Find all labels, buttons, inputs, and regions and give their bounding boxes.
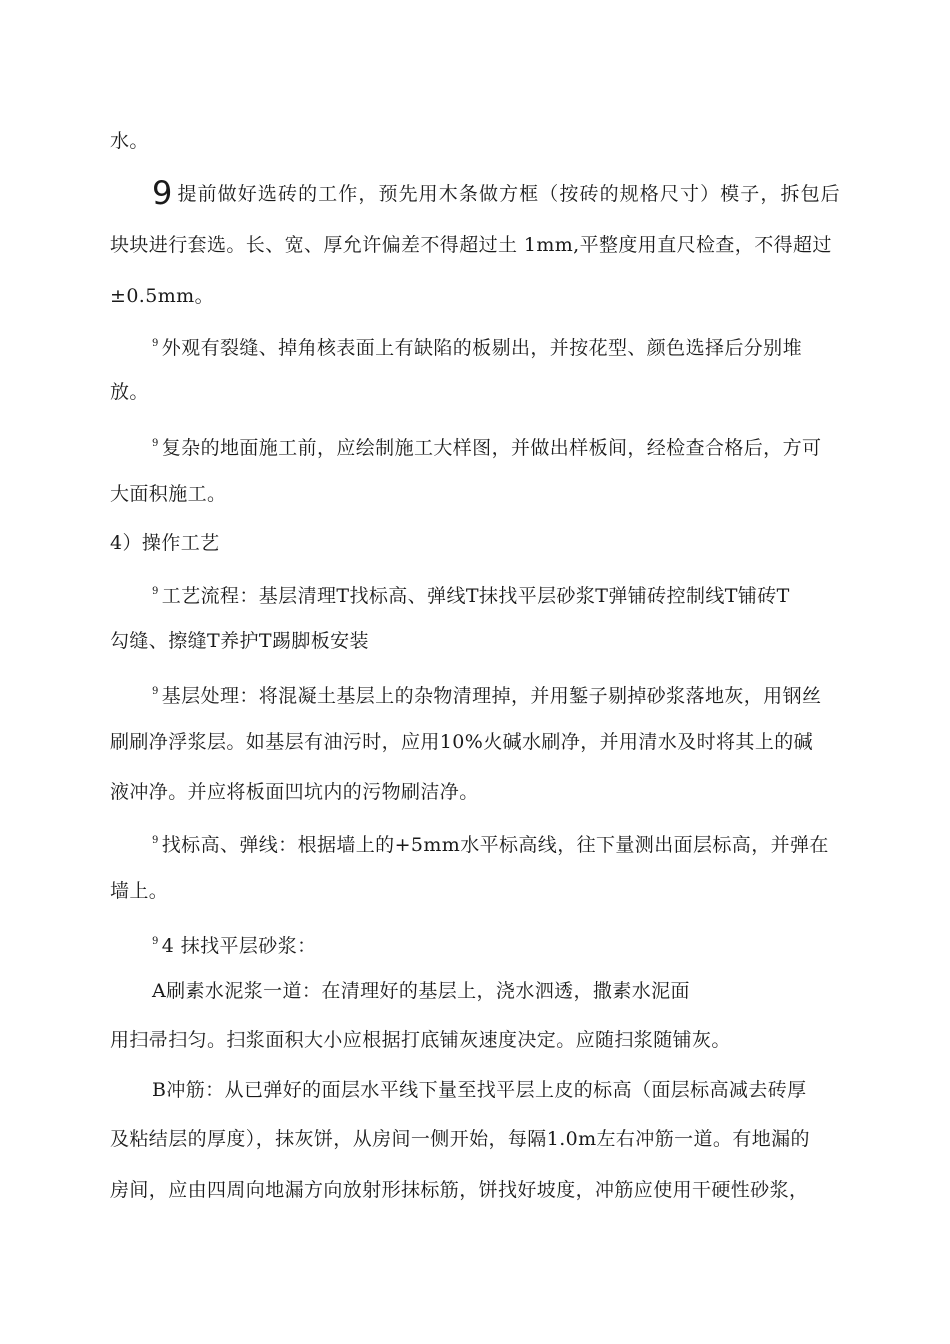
paragraph-line: $^9$ 工艺流程：基层清理T找标高、弹线T抹找平层砂浆T弹铺砖控制线T铺砖T <box>152 585 790 607</box>
bullet-marker: 9 <box>152 936 159 947</box>
paragraph-line: $^9$ 找标高、弹线：根据墙上的+5mm水平标高线，往下量测出面层标高，并弹在 <box>152 834 829 856</box>
paragraph-line: $^9$ 外观有裂缝、掉角核表面上有缺陷的板剔出，并按花型、颜色选择后分别堆 <box>152 337 802 359</box>
paragraph-line: B冲筋：从已弹好的面层水平线下量至找平层上皮的标高（面层标高减去砖厚 <box>152 1079 807 1101</box>
paragraph-line: 块块进行套选。长、宽、厚允许偏差不得超过土 1mm,平整度用直尺检查，不得超过 <box>110 234 832 256</box>
paragraph-line: $^9$ 复杂的地面施工前，应绘制施工大样图，并做出样板间，经检查合格后，方可 <box>152 437 822 459</box>
paragraph-line: 及粘结层的厚度），抹灰饼，从房间一侧开始，每隔1.0m左右冲筋一道。有地漏的 <box>110 1128 810 1150</box>
bullet-marker: 9 <box>152 586 159 597</box>
item-number: 9 <box>152 174 174 212</box>
paragraph-line: A刷素水泥浆一道：在清理好的基层上，浇水泗透，撒素水泥面 <box>152 980 690 1002</box>
paragraph-line: 用扫帚扫匀。扫浆面积大小应根据打底铺灰速度决定。应随扫浆随铺灰。 <box>110 1029 731 1051</box>
paragraph-line: ±0.5mm。 <box>110 285 214 307</box>
paragraph-line: 房间，应由四周向地漏方向放射形抹标筋，饼找好坡度，冲筋应使用干硬性砂浆， <box>110 1179 809 1201</box>
paragraph-line: 刷刷净浮浆层。如基层有油污时，应用10%火碱水刷净，并用清水及时将其上的碱 <box>110 731 814 753</box>
section-heading: 4）操作工艺 <box>110 532 220 554</box>
bullet-marker: 9 <box>152 835 159 846</box>
paragraph-line: 水。 <box>110 130 149 152</box>
paragraph-line: 墙上。 <box>110 880 169 902</box>
paragraph-line: 液冲净。并应将板面凹坑内的污物刷洁净。 <box>110 781 479 803</box>
bullet-marker: 9 <box>152 438 159 449</box>
paragraph-line: 大面积施工。 <box>110 483 227 505</box>
bullet-marker: 9 <box>152 686 159 697</box>
paragraph-line: 勾缝、擦缝T养护T踢脚板安装 <box>110 630 369 652</box>
paragraph-line: 9 提前做好选砖的工作，预先用木条做方框（按砖的规格尺寸）模子，拆包后 <box>152 174 841 212</box>
paragraph-line: $^9$ 基层处理：将混凝土基层上的杂物清理掉，并用錾子剔掉砂浆落地灰，用钢丝 <box>152 685 822 707</box>
paragraph-line: 放。 <box>110 381 149 403</box>
paragraph-line: $^9$ 4 抹找平层砂浆： <box>152 935 317 957</box>
bullet-marker: 9 <box>152 338 159 349</box>
